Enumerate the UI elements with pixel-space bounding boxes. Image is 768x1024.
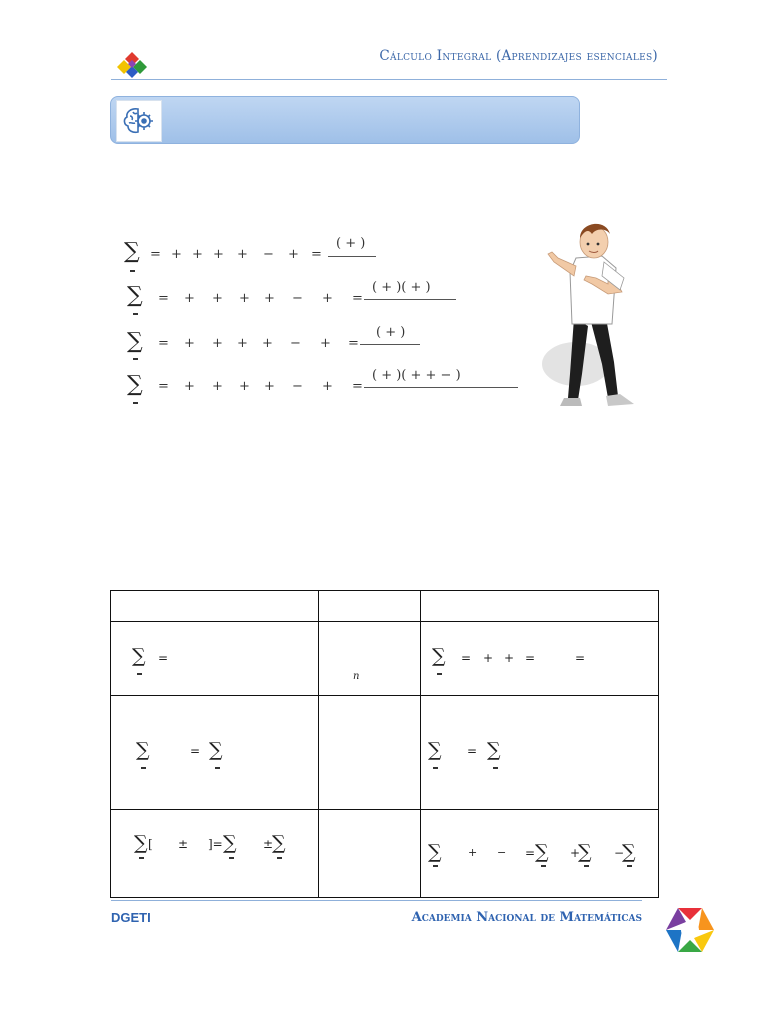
sigma-index-mark [433,767,438,769]
fraction-bar [360,344,420,345]
table-column-divider [318,591,319,897]
operator: + [184,336,195,351]
header-title: Cálculo Integral (Aprendizajes esenciales) [379,48,658,64]
fraction-bar [328,256,376,257]
sigma-index-mark [584,865,589,867]
operator: − [263,247,274,262]
operator: + [322,379,333,394]
table-column-divider [420,591,421,897]
sigma-symbol: ∑ [127,329,143,354]
footer-right-text: Academia Nacional de Matemáticas [411,910,642,925]
operator: = [158,336,169,351]
table-cell-symbol: + [483,651,494,665]
sigma-index-mark [627,865,632,867]
table-row-divider [111,621,658,622]
operator: − [290,336,301,351]
footer-divider [111,900,642,901]
operator: + [212,379,223,394]
fraction-bar [364,299,456,300]
sigma-symbol: ∑ [622,841,636,863]
sigma-symbol: ∑ [535,841,549,863]
operator: + [212,291,223,306]
operator: + [320,336,331,351]
sigma-symbol: ∑ [428,841,442,863]
table-cell-symbol: = [467,744,478,758]
operator: + [212,336,223,351]
sigma-symbol: ∑ [272,832,286,854]
operator: + [213,247,224,262]
operator: + [184,379,195,394]
fraction-bar [364,387,518,388]
table-cell-symbol: ]= [208,837,223,851]
table-cell-symbol: ± [178,837,189,851]
sigma-index-mark [229,857,234,859]
header-divider [111,79,667,80]
operator: = [348,336,359,351]
sigma-index-mark [130,270,135,272]
sigma-symbol: ∑ [134,832,148,854]
sigma-index-mark [277,857,282,859]
operator: + [184,291,195,306]
sigma-symbol: ∑ [127,372,143,397]
sigma-index-mark [437,673,442,675]
operator: = [311,247,322,262]
operator: = [158,379,169,394]
sigma-symbol: ∑ [223,832,237,854]
table-cell-symbol: = [575,651,586,665]
operator: = [150,247,161,262]
brain-gear-icon [116,100,162,142]
sigma-symbol: ∑ [132,645,146,667]
operator: + [192,247,203,262]
operator: + [239,379,250,394]
sigma-symbol: ∑ [136,739,150,761]
sigma-symbol: ∑ [428,739,442,761]
table-cell-symbol: n [353,671,360,682]
fraction-numerator: ( + )( + ) [372,280,431,295]
operator: = [352,379,363,394]
sigma-symbol: ∑ [432,645,446,667]
operator: + [239,291,250,306]
operator: + [264,291,275,306]
sigma-index-mark [137,673,142,675]
sigma-index-mark [133,358,138,360]
header-logo-icon [116,51,148,79]
fraction-numerator: ( + )( + + − ) [372,368,461,383]
sigma-symbol: ∑ [124,239,140,264]
hexagon-logo-icon [664,906,716,954]
table-cell-symbol: ± [263,837,274,851]
sigma-symbol: ∑ [578,841,592,863]
sigma-symbol: ∑ [127,283,143,308]
table-cell-symbol: + [504,651,515,665]
table-cell-symbol: − [497,846,507,859]
table-cell-symbol: = [461,651,472,665]
table-row-divider [111,809,658,810]
operator: + [171,247,182,262]
sigma-index-mark [433,865,438,867]
table-cell-symbol: + [570,846,581,860]
operator: + [288,247,299,262]
table-cell-symbol: = [190,744,201,758]
operator: + [322,291,333,306]
fraction-numerator: ( + ) [376,325,406,340]
footer-left-text: DGETI [111,910,151,925]
operator: + [264,379,275,394]
sigma-index-mark [133,402,138,404]
table-cell-symbol: [ [148,837,153,851]
sigma-index-mark [541,865,546,867]
operator: − [292,291,303,306]
table-cell-symbol: + [468,846,478,859]
table-cell-symbol: − [614,846,625,860]
sigma-index-mark [141,767,146,769]
sigma-index-mark [493,767,498,769]
section-banner [110,96,580,144]
operator: − [292,379,303,394]
sigma-index-mark [215,767,220,769]
operator: + [237,336,248,351]
operator: = [352,291,363,306]
sigma-index-mark [133,313,138,315]
table-cell-symbol: = [525,651,536,665]
properties-table [110,590,659,898]
pointing-boy-illustration [536,214,644,414]
operator: = [158,291,169,306]
table-cell-symbol: = [158,651,169,665]
table-row-divider [111,695,658,696]
sigma-symbol: ∑ [209,739,223,761]
fraction-numerator: ( + ) [336,236,366,251]
sigma-symbol: ∑ [487,739,501,761]
operator: + [262,336,273,351]
operator: + [237,247,248,262]
sigma-index-mark [139,857,144,859]
table-cell-symbol: = [525,846,536,860]
